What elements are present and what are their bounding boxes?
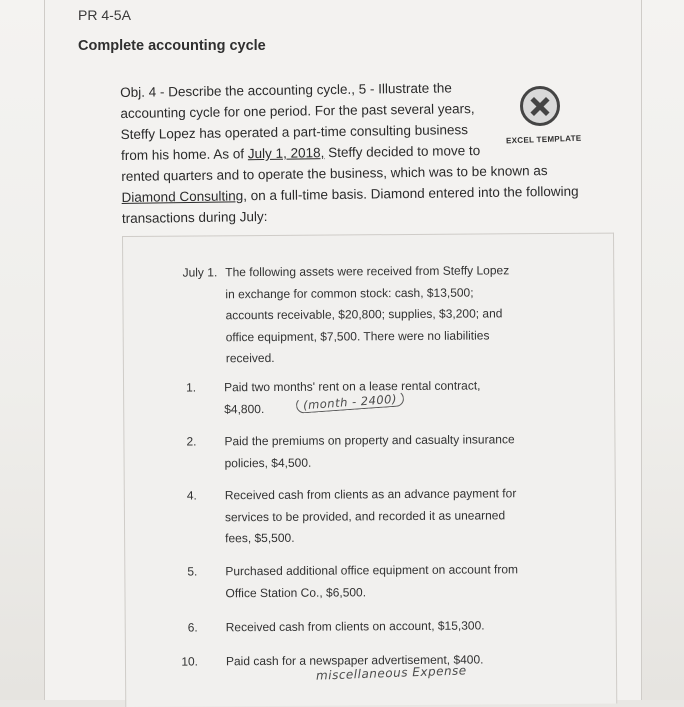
description-line: Received cash from clients on account, $15,300.: [225, 618, 485, 635]
intro-line: rented quarters and to operate the business, which was to be known as: [121, 163, 548, 184]
intro-line: accounting cycle for one period. For the past several years,: [120, 101, 475, 121]
transaction-date: 1.: [185, 380, 197, 395]
description-line: in exchange for common stock: cash, $13,500;: [225, 285, 474, 301]
intro-line: transactions during July:: [121, 208, 268, 226]
description-line: Office Station Co., $6,500.: [225, 584, 367, 600]
transaction-description: [224, 429, 554, 474]
company-name: Diamond Consulting: [121, 188, 244, 205]
description-line: Paid the premiums on property and casualty insurance: [224, 432, 515, 449]
description-line: The following assets were received from Steffy Lopez: [225, 263, 510, 280]
description-line: Paid cash for a newspaper advertisement, $400.: [225, 652, 484, 669]
transaction-description: [225, 559, 555, 604]
transaction-date: July 1.: [182, 265, 218, 280]
transaction-date: 2.: [186, 434, 197, 449]
transactions-list: [122, 233, 617, 707]
description-line: services to be provided, and recorded it as unearned: [224, 507, 506, 524]
transaction-date: 6.: [187, 620, 198, 635]
transaction-description: [225, 260, 556, 370]
transaction-date: 4.: [186, 488, 197, 503]
handwritten-text: (month - 2400): [296, 390, 405, 413]
description-line: policies, $4,500.: [224, 455, 312, 470]
description-line: received.: [225, 350, 275, 366]
description-line: Received cash from clients as an advance payment for: [224, 486, 517, 503]
problem-reference: PR 4-5A: [78, 7, 131, 23]
intro-line: Obj. 4 - Describe the accounting cycle., 5 - Illustrate the: [120, 80, 452, 100]
description-line: accounts receivable, $20,800; supplies, $3,200; and: [225, 306, 503, 323]
handwritten-expense-note: miscellaneous Expense: [315, 663, 467, 683]
excel-template-label[interactable]: EXCEL TEMPLATE: [505, 133, 582, 146]
transaction-date: 10.: [181, 654, 199, 669]
transaction-description: [225, 483, 555, 550]
description-line: office equipment, $7,500. There were no liabilities: [225, 327, 490, 344]
description-line: fees, $5,500.: [225, 530, 295, 546]
intro-text: , on a full-time basis. Diamond entered into the following: [243, 183, 579, 204]
intro-text: from his home. As of: [120, 146, 248, 163]
description-line: Purchased additional office equipment on account from: [225, 562, 519, 579]
transaction-date: 5.: [187, 564, 198, 579]
problem-title: Complete accounting cycle: [78, 38, 266, 54]
intro-line: Steffy Lopez has operated a part-time consulting business: [120, 122, 469, 142]
description-line: Paid two months' rent on a lease rental contract,: [224, 378, 481, 395]
transaction-description: [226, 615, 556, 639]
intro-text: Steffy decided to move to: [324, 142, 481, 161]
excel-template-icon[interactable]: [520, 86, 560, 126]
start-date: July 1, 2018,: [247, 145, 325, 162]
description-line: $4,800.: [224, 401, 265, 416]
